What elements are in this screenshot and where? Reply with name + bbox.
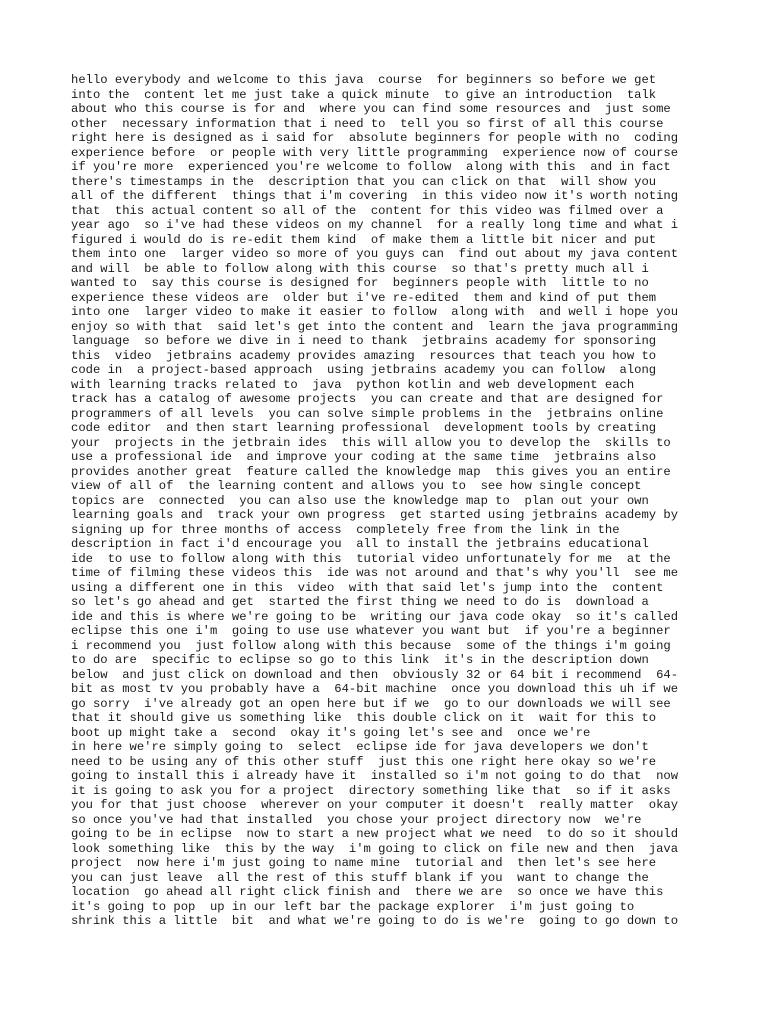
transcript-line: location go ahead all right click finish and there we are so once we have this (71, 885, 664, 899)
transcript-line: project now here i'm just going to name mine tutorial and then let's see here (71, 856, 657, 870)
transcript-line: and will be able to follow along with this course so that's pretty much all i (71, 261, 649, 276)
transcript-line: look something like this by the way i'm going to click on file new and then java (71, 841, 679, 856)
transcript-line: eclipse this one i'm going to use use whatever you want but if you're a beginner (71, 624, 671, 638)
transcript-line: you for that just choose wherever on your computer it doesn't really matter okay (71, 798, 679, 812)
transcript-line: signing up for three months of access completely free from the link in the (71, 522, 620, 537)
transcript-line: boot up might take a second okay it's going let's see and once we're (71, 725, 591, 740)
transcript-line: using a different one in this video with that said let's jump into the content (71, 580, 664, 595)
transcript-line: going to install this i already have it installed so i'm not going to do that now (71, 769, 679, 783)
transcript-line: experience these videos are older but i've re-edited them and kind of put them (71, 290, 657, 305)
transcript-line: right here is designed as i said for absolute beginners for people with no coding (71, 131, 679, 145)
transcript-line: in here we're simply going to select eclipse ide for java developers we don't (71, 740, 649, 754)
transcript-line: learning goals and track your own progress get started using jetbrains academy by (71, 508, 679, 522)
transcript-line: hello everybody and welcome to this java course for beginners so before we get (71, 73, 657, 87)
transcript-line: that it should give us something like this double click on it wait for this to (71, 711, 657, 725)
transcript-text (71, 73, 678, 929)
transcript-line: use a professional ide and improve your coding at the same time jetbrains also (71, 450, 657, 464)
transcript-line: time of filming these videos this ide was not around and that's why you'll see me (71, 566, 679, 580)
transcript-line: i recommend you just follow along with this because some of the things i'm going (71, 638, 671, 653)
transcript-line: ide and this is where we're going to be writing our java code okay so it's called (71, 609, 679, 624)
transcript-line: so let's go ahead and get started the first thing we need to do is download a (71, 595, 649, 609)
transcript-line: go sorry i've already got an open here but if we go to our downloads we will see (71, 696, 671, 711)
transcript-line: into the content let me just take a quick minute to give an introduction talk (71, 87, 657, 102)
transcript-line: description in fact i'd encourage you all to install the jetbrains educational (71, 537, 649, 551)
transcript-line: bit as most tv you probably have a 64-bit machine once you download this uh if we (71, 682, 679, 696)
transcript-line: need to be using any of this other stuff just this one right here okay so we're (71, 754, 657, 769)
transcript-line: code editor and then start learning professional development tools by creating (71, 421, 657, 435)
transcript-line: about who this course is for and where you can find some resources and just some (71, 102, 671, 116)
transcript-line: other necessary information that i need to tell you so first of all this course (71, 116, 664, 131)
transcript-line: experience before or people with very little programming experience now of course (71, 145, 679, 160)
transcript-line: shrink this a little bit and what we're going to do is we're going to go down to (71, 914, 679, 928)
transcript-line: that this actual content so all of the content for this video was filmed over a (71, 203, 664, 218)
transcript-line: this video jetbrains academy provides amazing resources that teach you how to (71, 348, 657, 363)
transcript-line: track has a catalog of awesome projects you can create and that are designed for (71, 392, 664, 406)
transcript-line: year ago so i've had these videos on my channel for a really long time and what i (71, 218, 679, 232)
transcript-line: topics are connected you can also use the knowledge map to plan out your own (71, 493, 649, 508)
transcript-line: programmers of all levels you can solve simple problems in the jetbrains online (71, 406, 664, 421)
transcript-line: code in a project-based approach using jetbrains academy you can follow along (71, 363, 657, 377)
transcript-line: figured i would do is re-edit them kind of make them a little bit nicer and put (71, 232, 657, 247)
transcript-line: it is going to ask you for a project directory something like that so if it asks (71, 783, 671, 798)
transcript-line: into one larger video to make it easier to follow along with and well i hope you (71, 305, 679, 319)
transcript-line: ide to use to follow along with this tutorial video unfortunately for me at the (71, 551, 671, 566)
transcript-line: there's timestamps in the description that you can click on that will show you (71, 174, 657, 189)
transcript-line: your projects in the jetbrain ides this will allow you to develop the skills to (71, 435, 671, 450)
transcript-line: wanted to say this course is designed for beginners people with little to no (71, 276, 649, 290)
transcript-line: if you're more experienced you're welcome to follow along with this and in fact (71, 160, 671, 174)
transcript-line: enjoy so with that said let's get into the content and learn the java programming (71, 319, 679, 334)
transcript-line: with learning tracks related to java python kotlin and web development each (71, 377, 635, 392)
transcript-line: them into one larger video so more of you guys can find out about my java content (71, 247, 679, 261)
transcript-line: all of the different things that i'm covering in this video now it's worth noting (71, 189, 679, 203)
transcript-line: language so before we dive in i need to thank jetbrains academy for sponsoring (71, 334, 657, 348)
transcript-line: to do are specific to eclipse so go to this link it's in the description down (71, 653, 649, 667)
transcript-line: so once you've had that installed you chose your project directory now we're (71, 812, 642, 827)
transcript-line: it's going to pop up in our left bar the package explorer i'm just going to (71, 899, 635, 914)
transcript-line: provides another great feature called the knowledge map this gives you an entire (71, 464, 671, 479)
transcript-line: going to be in eclipse now to start a new project what we need to do so it should (71, 827, 679, 841)
transcript-line: below and just click on download and then obviously 32 or 64 bit i recommend 64- (71, 667, 679, 682)
transcript-line: view of all of the learning content and allows you to see how single concept (71, 479, 642, 493)
transcript-line: you can just leave all the rest of this stuff blank if you want to change the (71, 870, 649, 885)
